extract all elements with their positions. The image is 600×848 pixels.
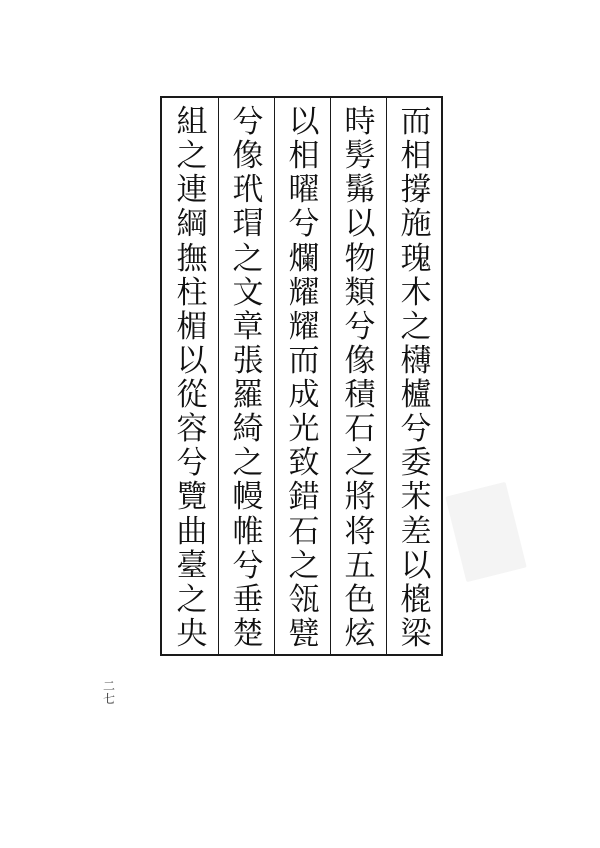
character: 之 bbox=[232, 445, 264, 482]
page-number-digit: 七 bbox=[102, 692, 115, 706]
character: 張 bbox=[232, 342, 264, 379]
character: 兮 bbox=[232, 104, 264, 140]
character: 之 bbox=[232, 240, 264, 277]
character: 物 bbox=[344, 240, 376, 277]
text-frame bbox=[160, 96, 443, 656]
character: 以 bbox=[288, 104, 320, 140]
text-column-2 bbox=[330, 106, 390, 650]
character: 覽 bbox=[176, 479, 208, 516]
character: 㭉 bbox=[400, 479, 432, 516]
character: 而 bbox=[288, 342, 320, 379]
character: 臺 bbox=[176, 547, 208, 584]
character: 容 bbox=[176, 411, 208, 448]
character: 垂 bbox=[232, 581, 264, 618]
character: 像 bbox=[344, 342, 376, 379]
character: 撐 bbox=[400, 172, 432, 209]
character: 玳 bbox=[232, 172, 264, 209]
page-number bbox=[102, 680, 116, 706]
character: 像 bbox=[232, 138, 264, 175]
character: 委 bbox=[400, 445, 432, 482]
character: 錯 bbox=[288, 479, 320, 516]
character: 差 bbox=[400, 513, 432, 550]
text-column-4 bbox=[218, 106, 278, 650]
text-column-1 bbox=[386, 106, 446, 650]
character: 章 bbox=[232, 308, 264, 345]
character: 欂 bbox=[400, 342, 432, 379]
character: 積 bbox=[344, 377, 376, 413]
character: 從 bbox=[176, 377, 208, 413]
character: 爛 bbox=[288, 240, 320, 277]
character: 以 bbox=[176, 342, 208, 379]
character: 瑁 bbox=[232, 206, 264, 243]
character: 櫨 bbox=[400, 377, 432, 413]
character: 時 bbox=[344, 104, 376, 140]
character: 耀 bbox=[288, 274, 320, 311]
character: 之 bbox=[344, 445, 376, 482]
text-column-5 bbox=[162, 106, 222, 650]
character: 撫 bbox=[176, 240, 208, 277]
character: 幔 bbox=[232, 479, 264, 516]
character: 之 bbox=[288, 547, 320, 584]
character: 曜 bbox=[288, 172, 320, 209]
faint-seal-impression bbox=[445, 482, 526, 582]
character: 之 bbox=[176, 581, 208, 618]
character: 楚 bbox=[232, 615, 264, 652]
character: 之 bbox=[176, 138, 208, 175]
character: 甓 bbox=[288, 615, 320, 652]
character: 梁 bbox=[400, 615, 432, 652]
character: 瑰 bbox=[400, 240, 432, 277]
character: 石 bbox=[288, 513, 320, 550]
character: 兮 bbox=[232, 547, 264, 584]
character: 以 bbox=[344, 206, 376, 243]
character: 將 bbox=[344, 479, 376, 516]
character: 光 bbox=[288, 411, 320, 448]
character: 施 bbox=[400, 206, 432, 243]
page-number-digit: 二 bbox=[102, 679, 115, 693]
character: 柱 bbox=[176, 274, 208, 311]
character: 之 bbox=[400, 308, 432, 345]
character: 類 bbox=[344, 274, 376, 311]
character: 色 bbox=[344, 581, 376, 618]
character: 羅 bbox=[232, 377, 264, 413]
character: 帷 bbox=[232, 513, 264, 550]
character: 組 bbox=[176, 104, 208, 140]
character: 綱 bbox=[176, 206, 208, 243]
character: 㮰 bbox=[400, 581, 432, 618]
text-column-3 bbox=[274, 106, 334, 650]
character: 兮 bbox=[344, 308, 376, 345]
character: 成 bbox=[288, 377, 320, 413]
character: 曲 bbox=[176, 513, 208, 550]
character: 楣 bbox=[176, 308, 208, 345]
character: 而 bbox=[400, 104, 432, 140]
character: 兮 bbox=[176, 445, 208, 482]
character: 相 bbox=[400, 138, 432, 175]
character: 五 bbox=[344, 547, 376, 584]
character: 炫 bbox=[344, 615, 376, 652]
character: 兮 bbox=[288, 206, 320, 243]
character: 瓴 bbox=[288, 581, 320, 618]
character: 以 bbox=[400, 547, 432, 584]
character: 相 bbox=[288, 138, 320, 175]
character: 兮 bbox=[400, 411, 432, 448]
character: 致 bbox=[288, 445, 320, 482]
character: 木 bbox=[400, 274, 432, 311]
character: 綺 bbox=[232, 411, 264, 448]
character: 耀 bbox=[288, 308, 320, 345]
character: 央 bbox=[176, 615, 208, 652]
character: 髴 bbox=[344, 172, 376, 209]
character: 将 bbox=[344, 513, 376, 550]
character: 文 bbox=[232, 274, 264, 311]
character: 連 bbox=[176, 172, 208, 209]
character: 石 bbox=[344, 411, 376, 448]
character: 髣 bbox=[344, 138, 376, 175]
